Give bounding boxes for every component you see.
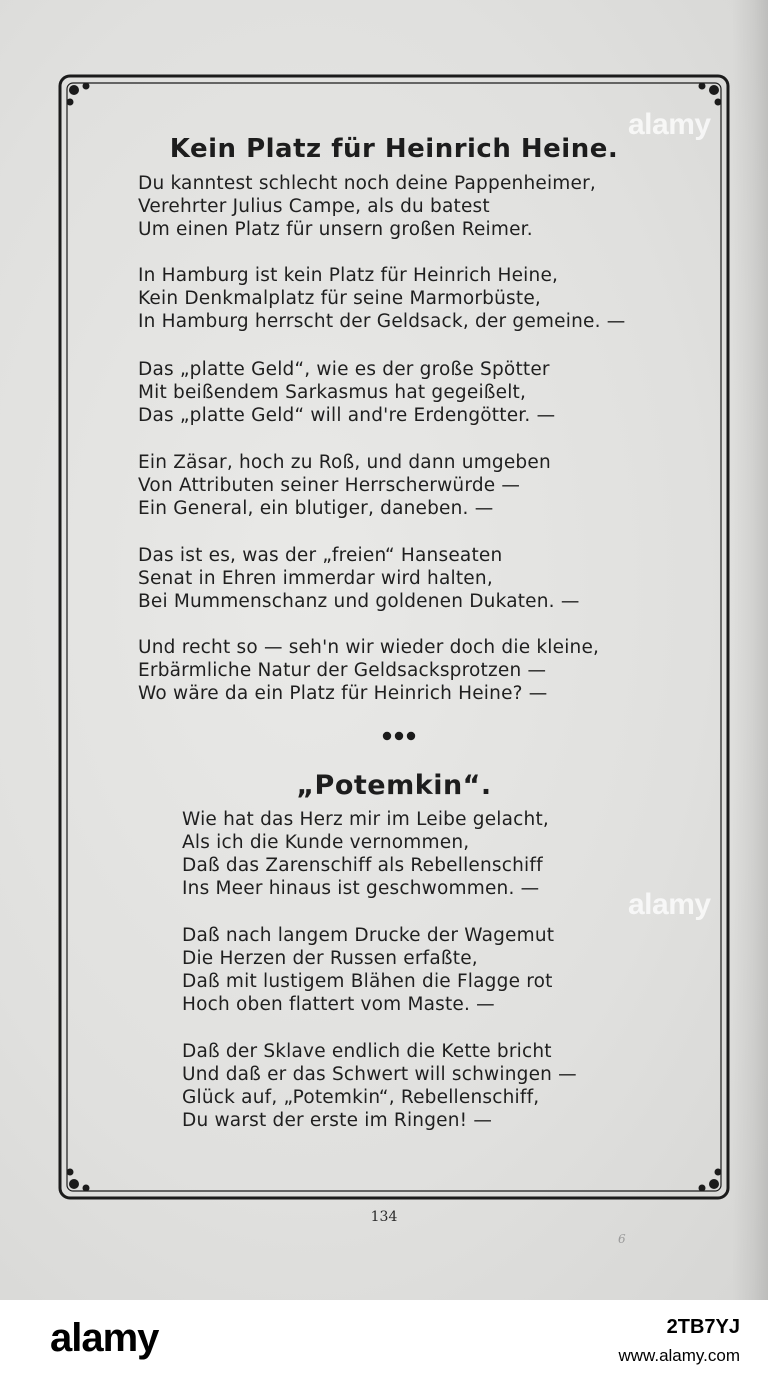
pencil-mark: 6 [618,1232,626,1246]
poem-line: Die Herzen der Russen erfaßte, [182,948,478,969]
poem1-stanza-1 [138,172,596,241]
poem1-stanza-5 [138,544,580,613]
poem-line: Daß der Sklave endlich die Kette bricht [182,1041,552,1062]
poem-line: Daß das Zarenschiff als Rebellenschiff [182,855,543,876]
poem-line: Das „platte Geld“, wie es der große Spötter [138,359,550,380]
poem2-stanza-2 [182,924,554,1016]
poem-line: Mit beißendem Sarkasmus hat gegeißelt, [138,382,527,403]
poem-line: Ein General, ein blutiger, daneben. — [138,498,494,519]
poem-line: Das ist es, was der „freien“ Hanseaten [138,545,503,566]
ornament-divider [382,731,416,741]
poem-line: Und recht so — seh'n wir wieder doch die kleine, [138,637,600,658]
poem-line: Kein Denkmalplatz für seine Marmorbüste, [138,288,541,309]
poem-line: Du kanntest schlecht noch deine Pappenheimer, [138,173,596,194]
poem-line: Ins Meer hinaus ist geschwommen. — [182,878,540,899]
poem-line: Du warst der erste im Ringen! — [182,1110,493,1131]
poem2-stanza-3 [182,1040,577,1132]
poem-line: Ein Zäsar, hoch zu Roß, und dann umgeben [138,452,551,473]
poem-line: Um einen Platz für unsern großen Reimer. [138,219,533,240]
page-number: 134 [370,1209,398,1225]
poem-line: Wo wäre da ein Platz für Heinrich Heine? — [138,683,548,704]
poem1-title: Kein Platz für Heinrich Heine. [169,134,619,164]
poem-line: Von Attributen seiner Herrscherwürde — [138,475,521,496]
poem2-stanza-1 [182,808,549,900]
alamy-logo: alamy [50,1316,159,1360]
poem-line: Daß mit lustigem Blähen die Flagge rot [182,971,553,992]
poem-line: Als ich die Kunde vernommen, [182,832,470,853]
poem-line: Und daß er das Schwert will schwingen — [182,1064,577,1085]
watermark-top: alamy [628,108,711,141]
watermark-bottom: alamy [628,888,711,921]
poem-line: In Hamburg herrscht der Geldsack, der gemeine. — [138,311,626,332]
poem1-stanza-3 [138,358,555,427]
poem1-stanza-6 [138,636,599,705]
poem-line: Hoch oben flattert vom Maste. — [182,994,495,1015]
poem2-title: „Potemkin“. [296,770,492,801]
poem1-stanza-2 [138,264,625,333]
poem-line: Verehrter Julius Campe, als du batest [138,196,490,217]
poem-line: In Hamburg ist kein Platz für Heinrich Heine, [138,265,559,286]
site-url: www.alamy.com [618,1346,740,1365]
page-spine-shadow [732,0,768,1300]
poem-line: Das „platte Geld“ will and're Erdengötter. — [138,405,556,426]
poem-line: Daß nach langem Drucke der Wagemut [182,925,555,946]
poem1-stanza-4 [138,451,551,520]
poem-line: Erbärmliche Natur der Geldsacksprotzen — [138,660,547,681]
poem-line: Senat in Ehren immerdar wird halten, [138,568,493,589]
poem-line: Bei Mummenschanz und goldenen Dukaten. — [138,591,580,612]
image-id: 2TB7YJ [666,1316,740,1338]
poem-line: Glück auf, „Potemkin“, Rebellenschiff, [182,1087,540,1108]
poem-line: Wie hat das Herz mir im Leibe gelacht, [182,809,550,830]
